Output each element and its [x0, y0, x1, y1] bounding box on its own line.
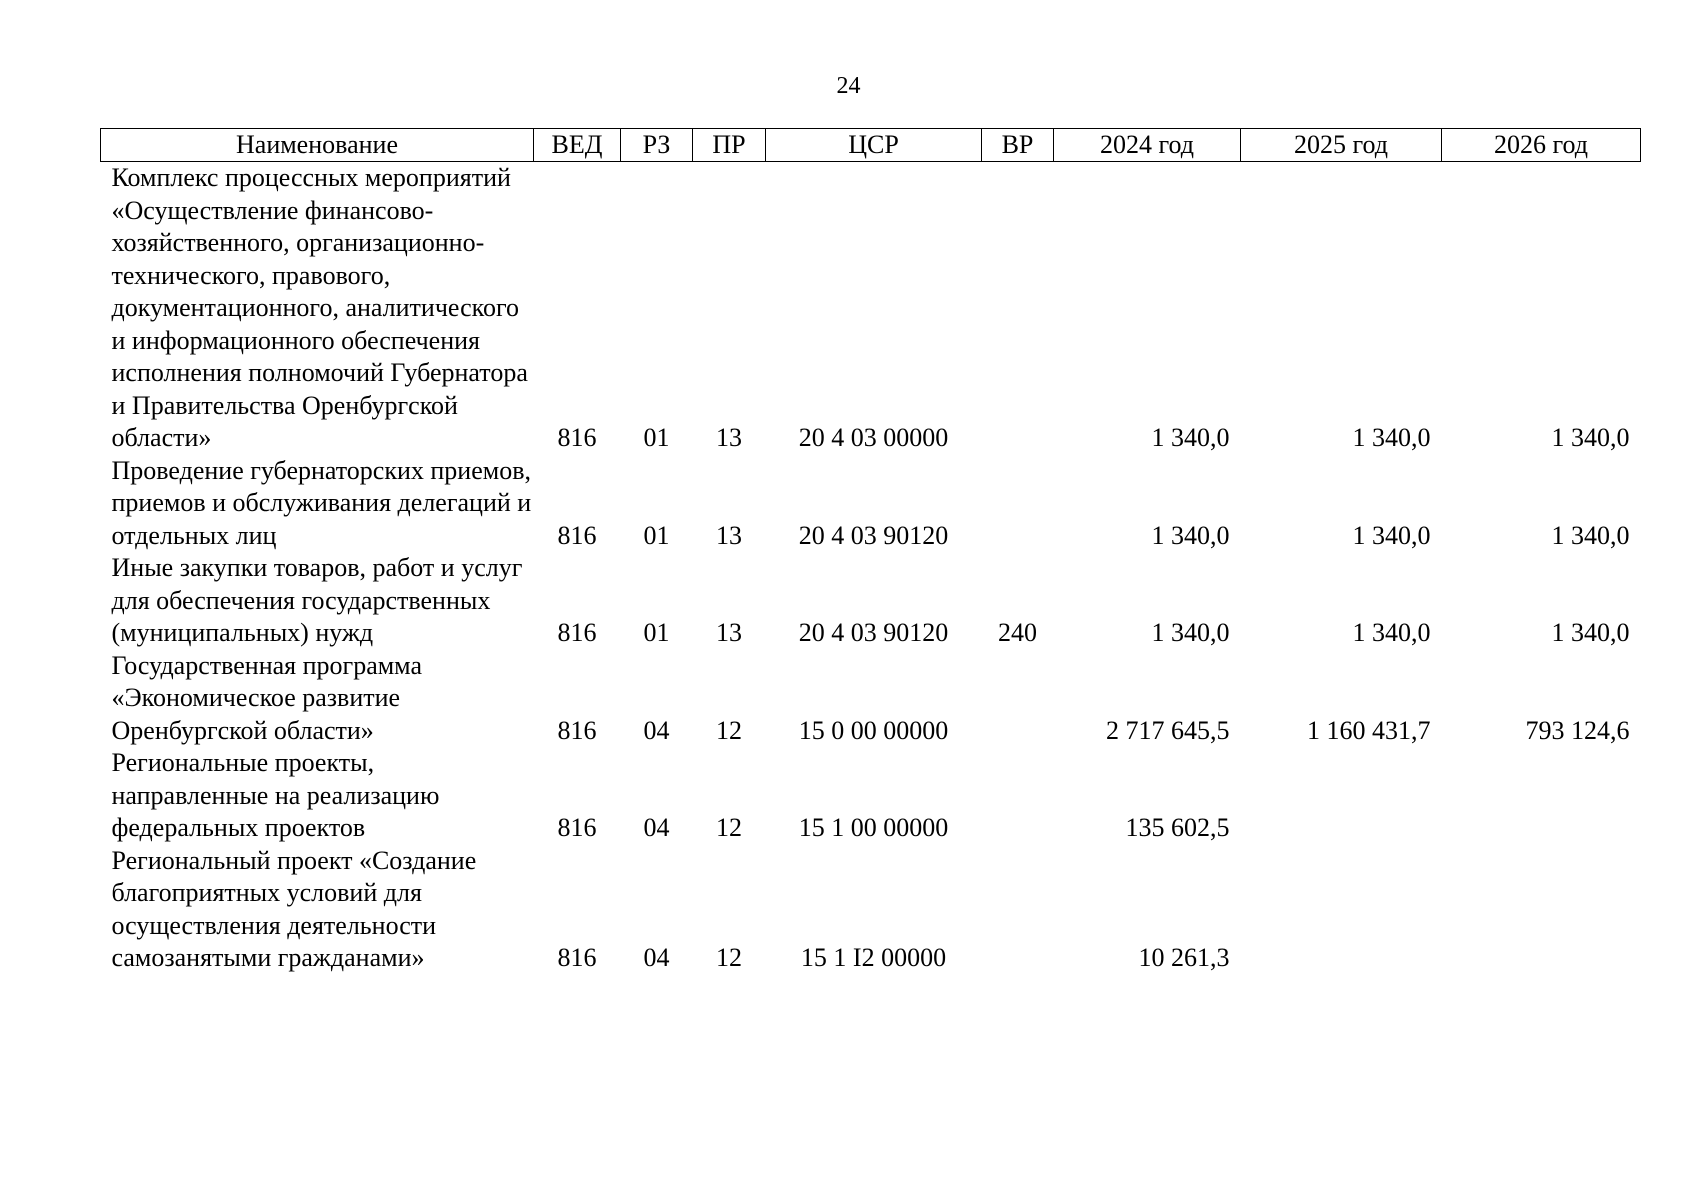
row-2026: 1 340,0 — [1551, 618, 1630, 647]
header-csr: ЦСР — [766, 129, 982, 162]
row-csr: 15 1 I2 00000 — [800, 943, 947, 972]
row-pr: 12 — [716, 943, 742, 972]
header-2026: 2026 год — [1442, 129, 1641, 162]
row-2025: 1 340,0 — [1352, 423, 1431, 452]
row-vr — [982, 747, 1054, 845]
page-number: 24 — [836, 73, 861, 99]
row-rz: 01 — [643, 618, 670, 647]
row-name: Проведение губернаторских приемов, приемов и обслуживания делегаций и отдельных лиц — [111, 455, 532, 550]
row-name: Комплекс процессных мероприятий «Осуществление финансово-хозяйственного, организационно-технического, правового, документационного, аналитического и информационного обеспечения исполнения полномочий Губернатора и Правительства Оренбургской области» — [111, 163, 528, 452]
table-header — [101, 129, 1641, 162]
row-pr: 13 — [716, 423, 742, 452]
budget-table — [100, 128, 1641, 975]
header-ved: ВЕД — [534, 129, 621, 162]
row-pr: 12 — [716, 813, 742, 842]
row-2025: 1 340,0 — [1352, 618, 1431, 647]
row-2024: 10 261,3 — [1138, 943, 1230, 972]
row-vr — [982, 455, 1054, 553]
row-2024: 1 340,0 — [1151, 618, 1230, 647]
row-2026 — [1442, 747, 1641, 845]
row-ved: 816 — [557, 813, 597, 842]
row-name: Региональный проект «Создание благоприятных условий для осуществления деятельности самозанятыми гражданами» — [111, 845, 477, 972]
row-name: Государственная программа «Экономическое развитие Оренбургской области» — [111, 650, 423, 745]
row-2024: 1 340,0 — [1151, 520, 1230, 550]
row-csr: 20 4 03 00000 — [798, 423, 949, 452]
table-body — [101, 162, 1641, 975]
row-vr — [982, 845, 1054, 975]
row-name: Иные закупки товаров, работ и услуг для обеспечения государственных (муниципальных) нужд — [111, 553, 523, 647]
row-pr: 12 — [716, 715, 742, 745]
row-vr: 240 — [998, 618, 1037, 647]
row-ved: 816 — [557, 520, 597, 550]
header-name: Наименование — [101, 129, 534, 162]
table-row — [101, 162, 1641, 455]
header-pr: ПР — [693, 129, 766, 162]
header-rz: РЗ — [621, 129, 693, 162]
row-2024: 135 602,5 — [1125, 813, 1230, 842]
table-row — [101, 552, 1641, 650]
header-2025: 2025 год — [1241, 129, 1442, 162]
header-row — [101, 129, 1641, 162]
row-2024: 1 340,0 — [1151, 423, 1230, 452]
row-csr: 20 4 03 90120 — [798, 520, 949, 550]
row-vr — [982, 650, 1054, 748]
row-2025: 1 160 431,7 — [1307, 715, 1431, 745]
row-pr: 13 — [716, 618, 742, 647]
table-row — [101, 455, 1641, 553]
row-csr: 20 4 03 90120 — [798, 618, 949, 647]
row-rz: 04 — [643, 715, 670, 745]
row-2026 — [1442, 845, 1641, 975]
row-2026: 793 124,6 — [1525, 715, 1630, 745]
row-2025 — [1241, 845, 1442, 975]
row-2025: 1 340,0 — [1352, 520, 1431, 550]
row-2024: 2 717 645,5 — [1106, 715, 1230, 745]
table-row — [101, 845, 1641, 975]
row-vr — [982, 162, 1054, 455]
row-rz: 04 — [643, 813, 670, 842]
row-2026: 1 340,0 — [1551, 423, 1630, 452]
table-row — [101, 747, 1641, 845]
table-row — [101, 650, 1641, 748]
row-pr: 13 — [716, 520, 742, 550]
header-2024: 2024 год — [1054, 129, 1241, 162]
header-vr: ВР — [982, 129, 1054, 162]
row-ved: 816 — [557, 423, 597, 452]
row-csr: 15 1 00 00000 — [798, 813, 949, 842]
row-rz: 04 — [643, 943, 670, 972]
row-name: Региональные проекты, направленные на реализацию федеральных проектов — [111, 748, 440, 842]
row-rz: 01 — [643, 423, 670, 452]
row-ved: 816 — [557, 943, 597, 972]
row-ved: 816 — [557, 618, 597, 647]
row-csr: 15 0 00 00000 — [798, 715, 949, 745]
row-rz: 01 — [643, 520, 670, 550]
row-2026: 1 340,0 — [1551, 520, 1630, 550]
row-2025 — [1241, 747, 1442, 845]
row-ved: 816 — [557, 715, 597, 745]
